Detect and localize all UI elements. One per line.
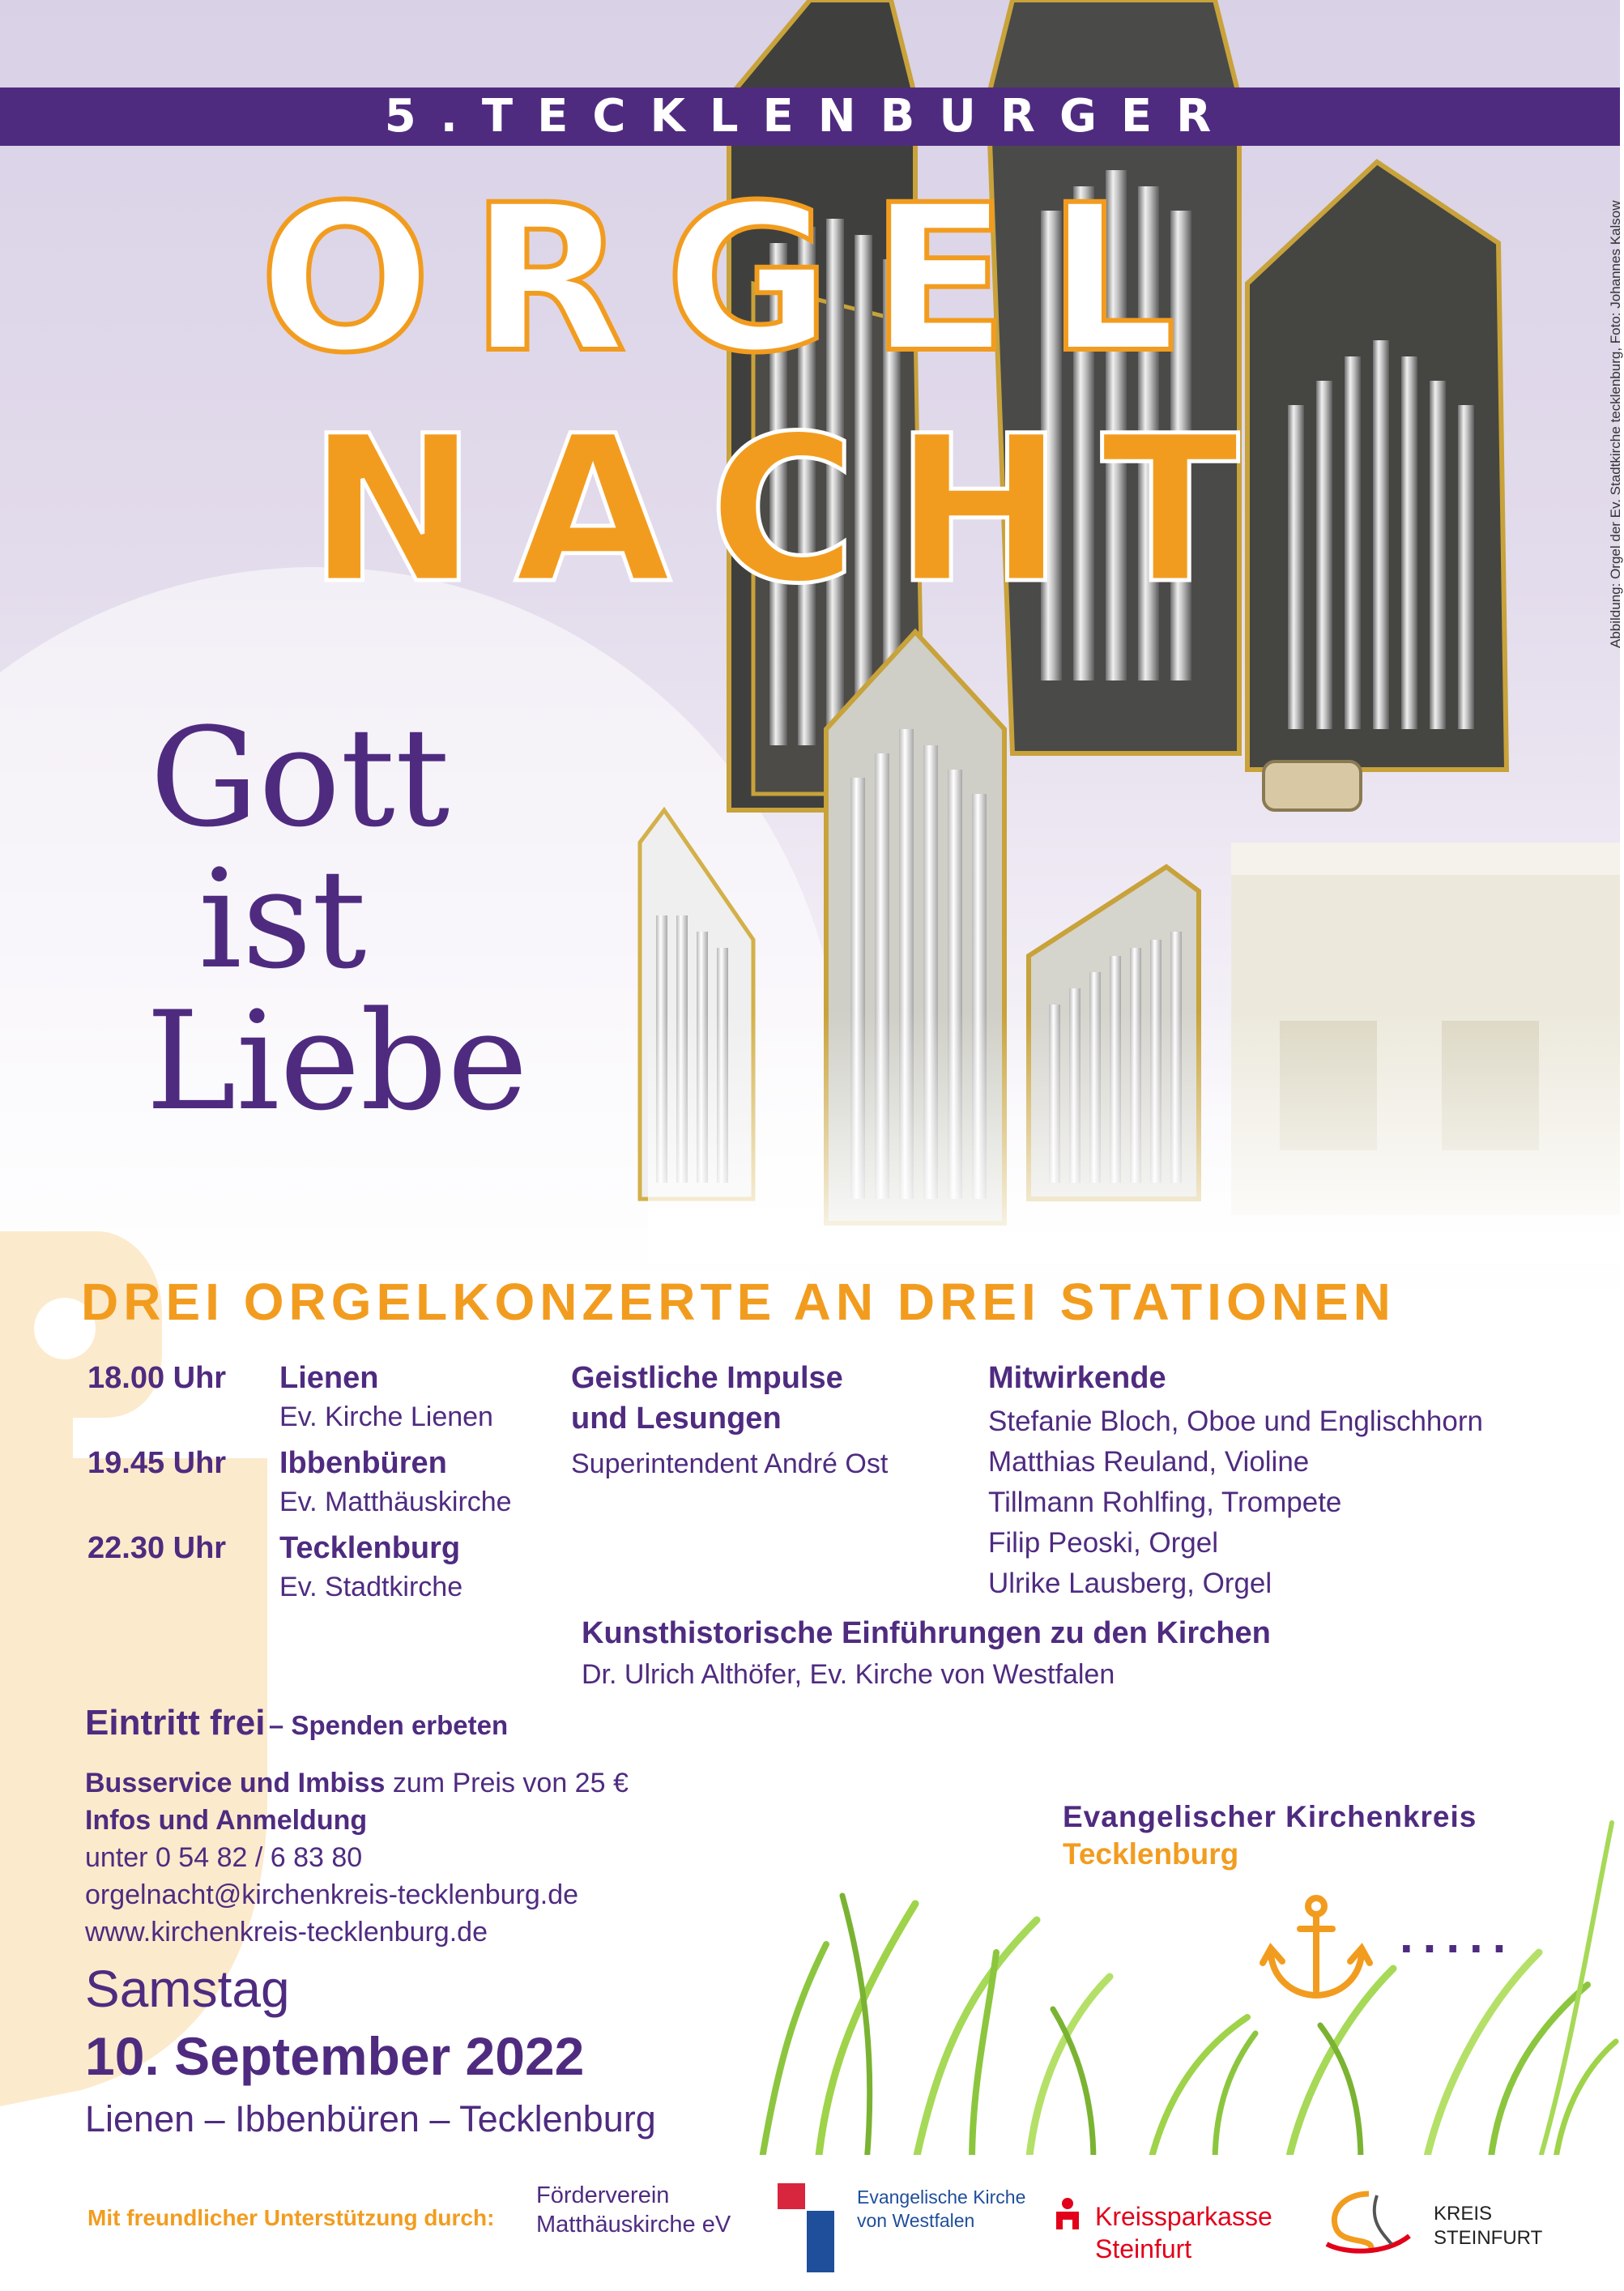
slogan-line1: Gott [150,698,450,857]
schedule-place-3: Tecklenburg [279,1531,461,1565]
bus-bold: Busservice und Imbiss [85,1768,386,1798]
sponsor-3-line1: Kreissparkasse [1095,2202,1272,2231]
entry-sub: – Spenden erbeten [268,1710,509,1740]
date-route: Lienen – Ibbenbüren – Tecklenburg [85,2098,656,2140]
schedule-place-1: Lienen [279,1361,379,1395]
sponsor-label: Mit freundlicher Unterstützung durch: [87,2205,495,2230]
art-history-person: Dr. Ulrich Althöfer, Ev. Kirche von Westfalen [582,1659,1115,1690]
headline: DREI ORGELKONZERTE AN DREI STATIONEN [81,1273,1396,1331]
art-history-title: Kunsthistorische Einführungen zu den Kirchen [582,1616,1271,1650]
schedule-place-2: Ibbenbüren [279,1446,447,1480]
slogan-line3: Liebe [146,982,528,1141]
sponsor-2-line2: von Westfalen [857,2210,975,2231]
schedule-church-1: Ev. Kirche Lienen [279,1401,493,1432]
sponsor-3-line2: Steinfurt [1095,2234,1192,2263]
date-weekday: Samstag [85,1960,290,2018]
title-nacht: NACHT [308,392,1277,628]
entry-line [85,1703,508,1743]
phone: unter 0 54 82 / 6 83 80 [85,1842,363,1873]
bus-rest: zum Preis von 25 € [392,1768,629,1798]
sponsor-1-line1: Förderverein [536,2182,670,2208]
sponsor-foerderverein [536,2181,731,2239]
sponsor-kreis [1434,2202,1542,2250]
impulses-title-1: Geistliche Impulse [571,1361,843,1395]
sponsor-4-line2: STEINFURT [1434,2227,1543,2249]
schedule-time-1: 18.00 Uhr [87,1361,227,1395]
title-orgel: ORGEL [259,161,1216,397]
org-line1: Evangelischer Kirchenkreis [1063,1800,1477,1833]
performer-5: Ulrike Lausberg, Orgel [988,1568,1272,1599]
date-full: 10. September 2022 [85,2026,585,2086]
kreis-steinfurt-logo-icon [1320,2187,1413,2260]
performer-2: Matthias Reuland, Violine [988,1446,1310,1478]
sponsor-4-line1: KREIS [1434,2203,1493,2225]
slogan-line2: ist [198,840,367,999]
performers-title: Mitwirkende [988,1361,1166,1395]
ekvw-cross-icon [778,2183,834,2272]
schedule-church-2: Ev. Matthäuskirche [279,1487,512,1517]
email-link[interactable]: orgelnacht@kirchenkreis-tecklenburg.de [85,1879,579,1910]
schedule-time-2: 19.45 Uhr [87,1446,227,1480]
sponsor-1-line2: Matthäuskirche eV [536,2212,731,2238]
entry-main: Eintritt frei [85,1703,266,1743]
sponsor-sparkasse [1095,2200,1272,2265]
performer-3: Tillmann Rohlfing, Trompete [988,1487,1342,1518]
impulses-person: Superintendent André Ost [571,1448,889,1479]
impulses-title-2: und Lesungen [571,1401,782,1436]
infos-label: Infos und Anmeldung [85,1805,368,1836]
bus-line [85,1768,629,1799]
sparkasse-icon [1053,2197,1082,2229]
anchor-icon [1260,1892,1373,2005]
performer-4: Filip Peoski, Orgel [988,1527,1218,1559]
banner-title: 5.TECKLENBURGER [384,90,1236,143]
website-link[interactable]: www.kirchenkreis-tecklenburg.de [85,1917,488,1948]
schedule-time-3: 22.30 Uhr [87,1531,227,1565]
org-line2: Tecklenburg [1063,1837,1239,1871]
sponsor-ekvw [857,2186,1025,2233]
schedule-church-3: Ev. Stadtkirche [279,1572,463,1602]
sponsor-2-line1: Evangelische Kirche [857,2186,1026,2208]
performer-1: Stefanie Bloch, Oboe und Englischhorn [988,1406,1483,1437]
photo-credit: Abbildung: Orgel der Ev. Stadtkirche tecklenburg, Foto: Johannes Kalsow [1608,200,1623,648]
org-dots: ..... [1400,1909,1516,1963]
